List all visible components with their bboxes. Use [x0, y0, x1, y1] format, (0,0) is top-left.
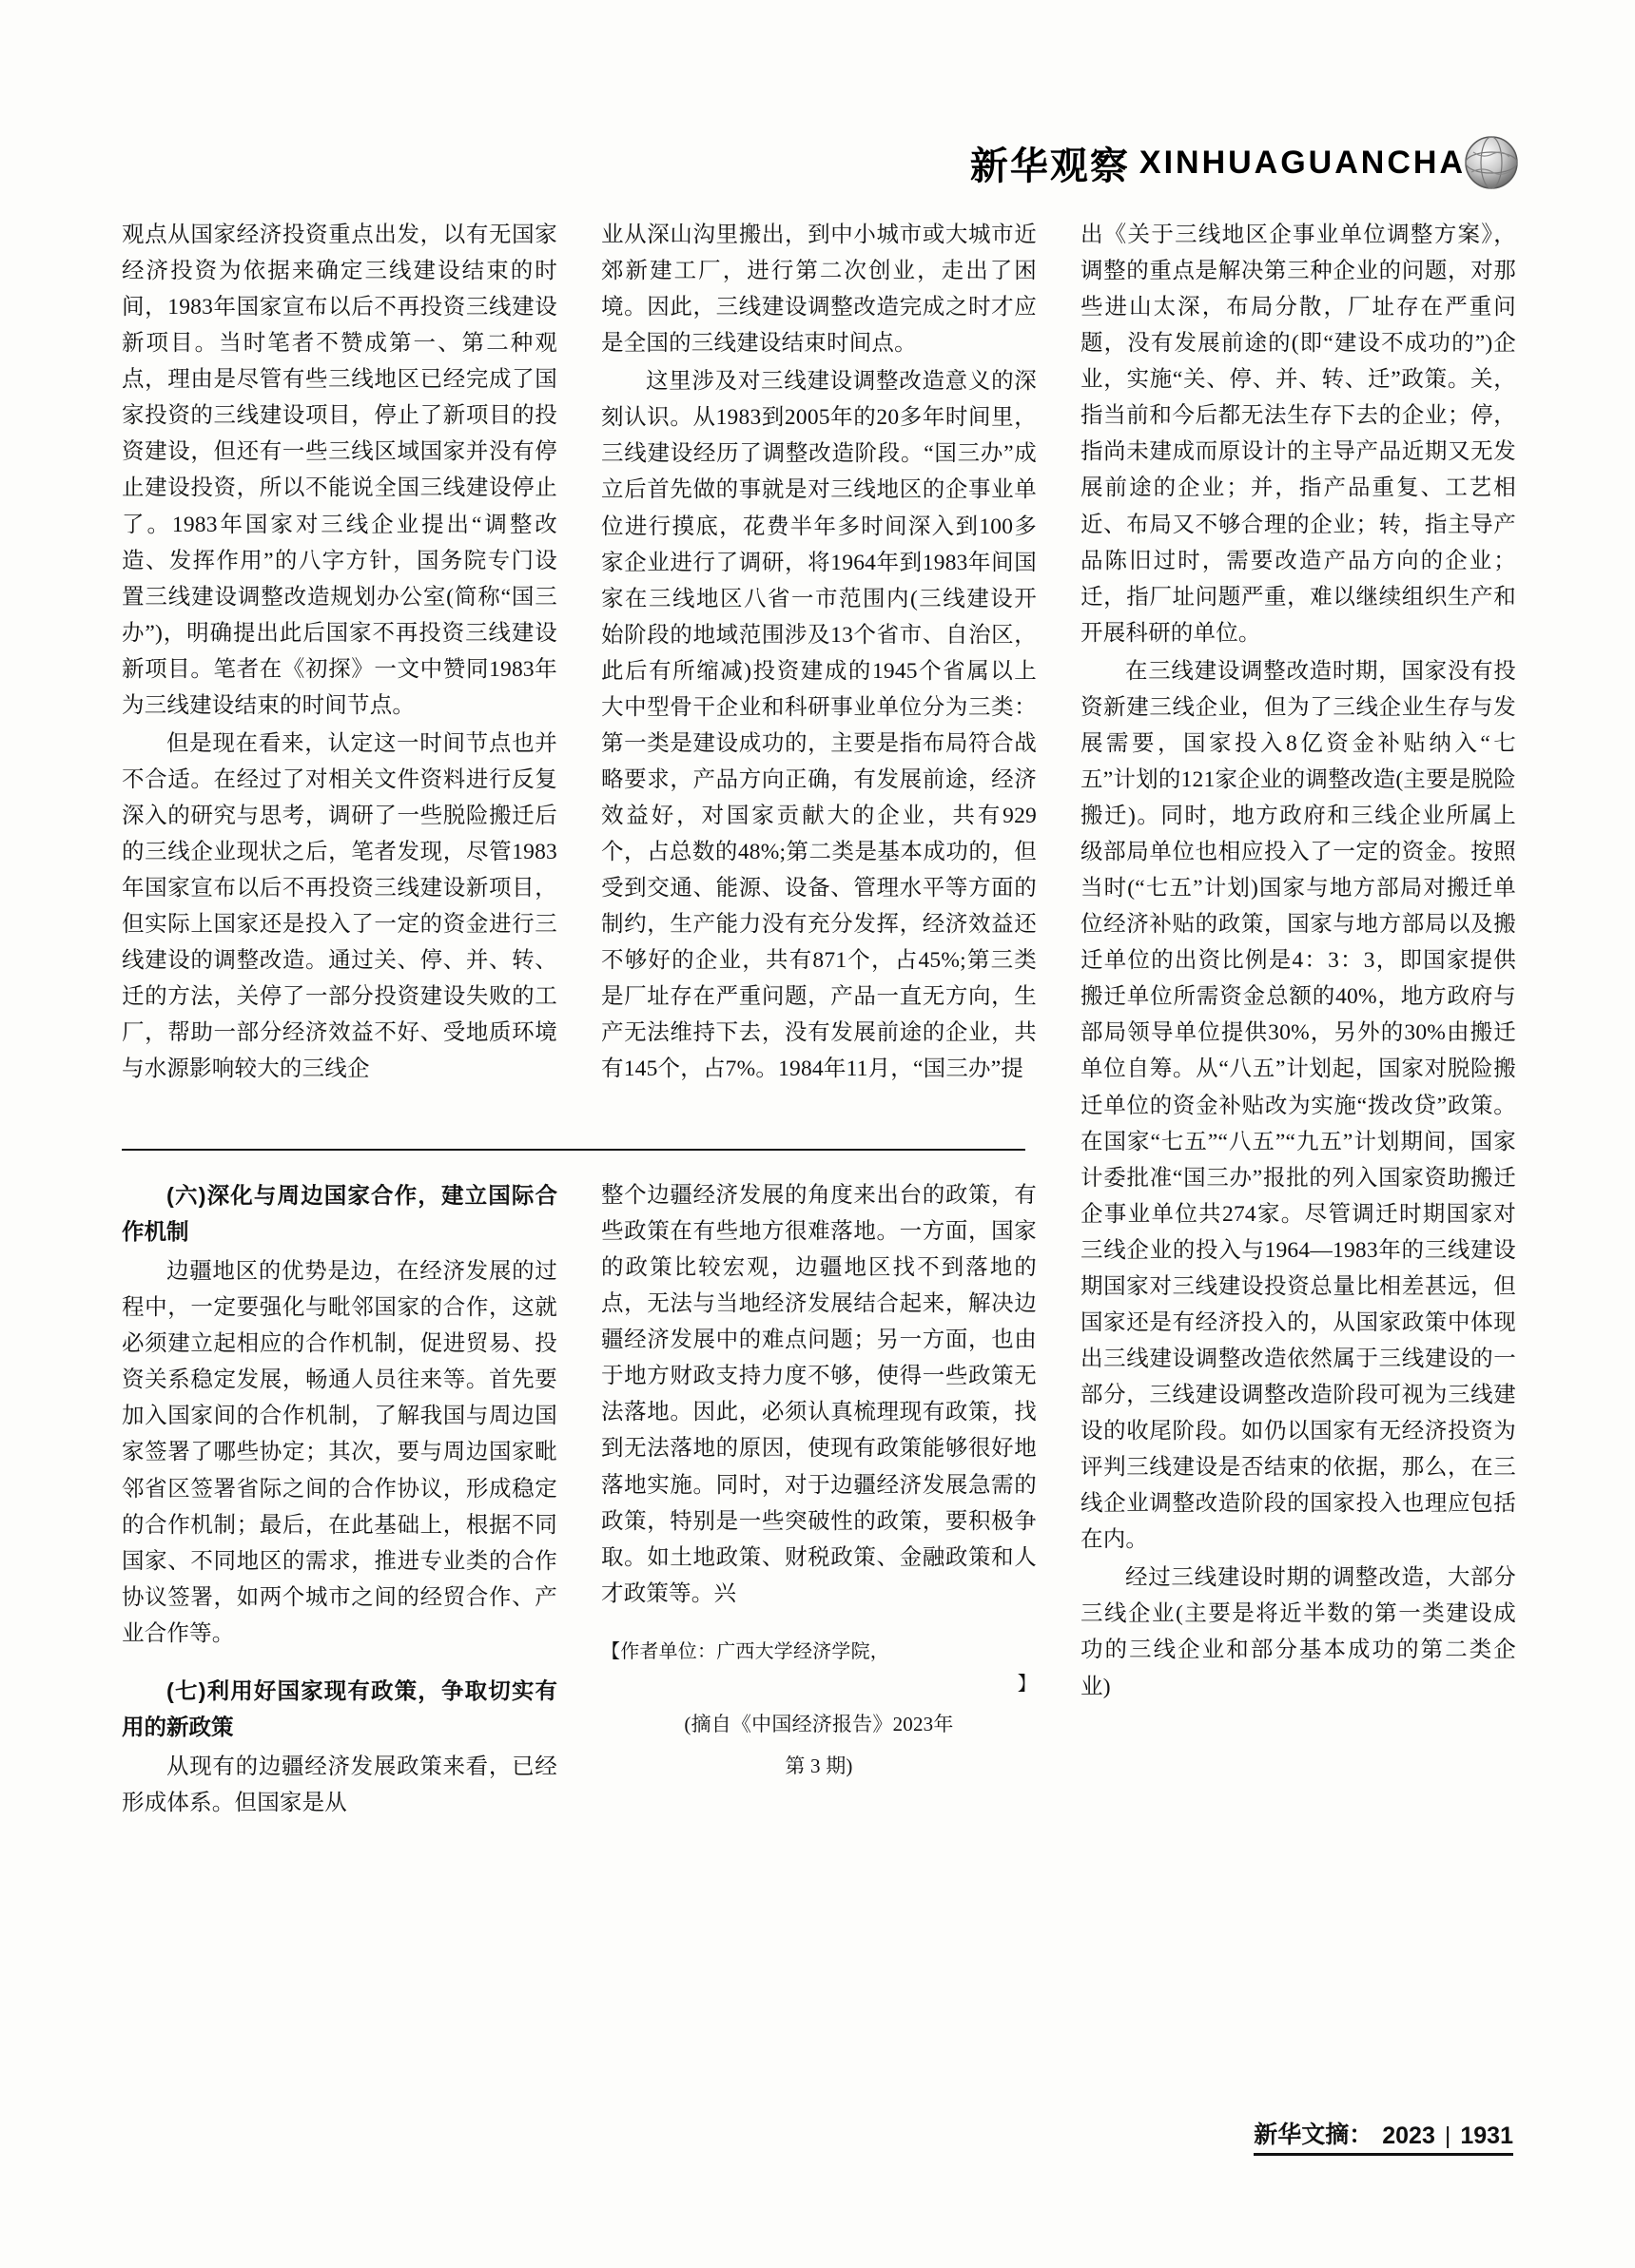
author-affiliation: 【作者单位：广西大学经济学院，: [601, 1640, 889, 1662]
author-bracket-close: 】: [1017, 1673, 1037, 1695]
footer-separator: |: [1444, 2123, 1451, 2149]
paragraph: 在三线建设调整改造时期，国家没有投资新建三线企业，但为了三线企业生存与发展需要，国家投入8亿资金补贴纳入“七五”计划的121家企业的调整改造(主要是脱险搬迁)。同时，地方政府和三线企业所属上级部局单位也相应投入了一定的资金。按照当时(“七五”计划)国家与地方部局对搬迁单位经济补贴的政策，国家与地方部局以及搬迁单位的出资比例是4：3：3，即国家提供搬迁单位所需资金总额的40%，地方政府与部局领导单位提供30%，另外的30%由搬迁单位自筹。从“八五”计划起，国家对脱险搬迁单位的资金补贴改为实施“拨改贷”政策。在国家“七五”“八五”“九五”计划期间，国家计委批准“国三办”报批的列入国家资助搬迁企事业单位共274家。尽管调迁时期国家对三线企业的投入与1964—1983年的三线建设期国家对三线建设投资总量比相差甚远，但国家还是有经济投入的，从国家政策中体现出三线建设调整改造依然属于三线建设的一部分，三线建设调整改造阶段可视为三线建设的收尾阶段。如仍以国家有无经济投资为评判三线建设是否结束的依据，那么，在三线企业调整改造阶段的国家投入也理应包括在内。: [1080, 658, 1516, 1553]
globe-icon: [1462, 133, 1521, 192]
page-footer: [1254, 2116, 1513, 2156]
paragraph: 边疆地区的优势是边，在经济发展的过程中，一定要强化与毗邻国家的合作，这就必须建立起相应的合作机制，促进贸易、投资关系稳定发展，畅通人员往来等。首先要加入国家间的合作机制，了解我国与周边国家签署了哪些协定；其次，要与周边国家毗邻省区签署省际之间的合作协议，形成稳定的合作机制；最后，在此基础上，根据不同国家、不同地区的需求，推进专业类的合作协议签署，如两个城市之间的经贸合作、产业合作等。: [122, 1259, 557, 1646]
footer-label: 新华文摘：: [1254, 2122, 1373, 2148]
paragraph: 这里涉及对三线建设调整改造意义的深刻认识。从1983到2005年的20多年时间里，三线建设经历了调整改造阶段。“国三办”成立后首先做的事就是对三线地区的企事业单位进行摸底，花费半年多时间深入到100多家企业进行了调研，将1964年到1983年间国家在三线地区八省一市范围内(三线建设开始阶段的地域范围涉及13个省市、自治区，此后有所缩减)投资建成的1945个省属以上大中型骨干企业和科研事业单位分为三类：第一类是建设成功的，主要是指布局符合战略要求，产品方向正确，有发展前途，经济效益好，对国家贡献大的企业，共有929个，占总数的48%;第二类是基本成功的，但受到交通、能源、设备、管理水平等方面的制约，生产能力没有充分发挥，经济效益还不够好的企业，共有871个，占45%;第三类是厂址存在严重问题，产品一直无方向，生产无法维持下去，没有发展前途的企业，共有145个，占7%。1984年11月，“国三办”提: [601, 369, 1037, 1082]
section-divider: [122, 1149, 1025, 1151]
section-heading-six: (六)深化与周边国家合作，建立国际合作机制: [122, 1183, 557, 1245]
paragraph: 从现有的边疆经济发展政策来看，已经形成体系。但国家是从: [122, 1754, 557, 1815]
paragraph: 业从深山沟里搬出，到中小城市或大城市近郊新建工厂，进行第二次创业，走出了困境。因此，三线建设调整改造完成之时才应是全国的三线建设结束时间点。: [601, 223, 1037, 357]
footer-page-number: 1931: [1460, 2123, 1513, 2149]
section-heading-seven: (七)利用好国家现有政策，争取切实有用的新政策: [122, 1677, 557, 1739]
header-title-cn: 新华观察: [969, 144, 1130, 187]
column-left-bottom: [122, 1177, 557, 1821]
column-right-bottom-spacer: [1080, 1177, 1516, 1821]
paragraph: 出《关于三线地区企事业单位调整方案》，调整的重点是解决第三种企业的问题，对那些进山太深，布局分散，厂址存在严重问题，没有发展前途的(即“建设不成功的”)企业，实施“关、停、并、转、迁”政策。关，指当前和今后都无法生存下去的企业；停，指尚未建成而原设计的主导产品近期又无发展前途的企业；并，指产品重复、工艺相近、布局又不够合理的企业；转，指主导产品陈旧过时，需要改造产品方向的企业；迁，指厂址问题严重，难以继续组织生产和开展科研的单位。: [1080, 223, 1516, 646]
page-header: [970, 133, 1521, 192]
column-middle-bottom: [601, 1177, 1037, 1821]
paragraph: 整个边疆经济发展的角度来出台的政策，有些政策在有些地方很难落地。一方面，国家的政策比较宏观，边疆地区找不到落地的点，无法与当地经济发展结合起来，解决边疆经济发展中的难点问题；另一方面，也由于地方财政支持力度不够，使得一些政策无法落地。因此，必须认真梳理现有政策，找到无法落地的原因，使现有政策能够很好地落地实施。同时，对于边疆经济发展急需的政策，特别是一些突破性的政策，要积极争取。如土地政策、财税政策、金融政策和人才政策等。兴: [601, 1183, 1037, 1606]
header-title-en: XINHUAGUANCHA: [1139, 144, 1466, 181]
paragraph: 经过三线建设时期的调整改造，大部分三线企业(主要是将近半数的第一类建设成功的三线企业和部分基本成功的第二类企业): [1080, 1565, 1516, 1699]
article-columns-bottom: [122, 1177, 1518, 1821]
paragraph: 观点从国家经济投资重点出发，以有无国家经济投资为依据来确定三线建设结束的时间，1983年国家宣布以后不再投资三线建设新项目。当时笔者不赞成第一、第二种观点，理由是尽管有些三线地区已经完成了国家投资的三线建设项目，停止了新项目的投资建设，但还有一些三线区域国家并没有停止建设投资，所以不能说全国三线建设停止了。1983年国家对三线企业提出“调整改造、发挥作用”的八字方针，国务院专门设置三线建设调整改造规划办公室(简称“国三办”)，明确提出此后国家不再投资三线建设新项目。笔者在《初探》一文中赞同1983年为三线建设结束的时间节点。: [122, 223, 557, 718]
footer-year: 2023: [1382, 2123, 1435, 2149]
paragraph: 但是现在看来，认定这一时间节点也并不合适。在经过了对相关文件资料进行反复深入的研究与思考，调研了一些脱险搬迁后的三线企业现状之后，笔者发现，尽管1983年国家宣布以后不再投资三线建设新项目，但实际上国家还是投入了一定的资金进行三线建设的调整改造。通过关、停、并、转、迁的方法，关停了一部分投资建设失败的工厂，帮助一部分经济效益不好、受地质环境与水源影响较大的三线企: [122, 730, 557, 1082]
source-line-1: (摘自《中国经济报告》2023年: [684, 1713, 954, 1736]
source-line-2: 第 3 期): [785, 1754, 853, 1777]
